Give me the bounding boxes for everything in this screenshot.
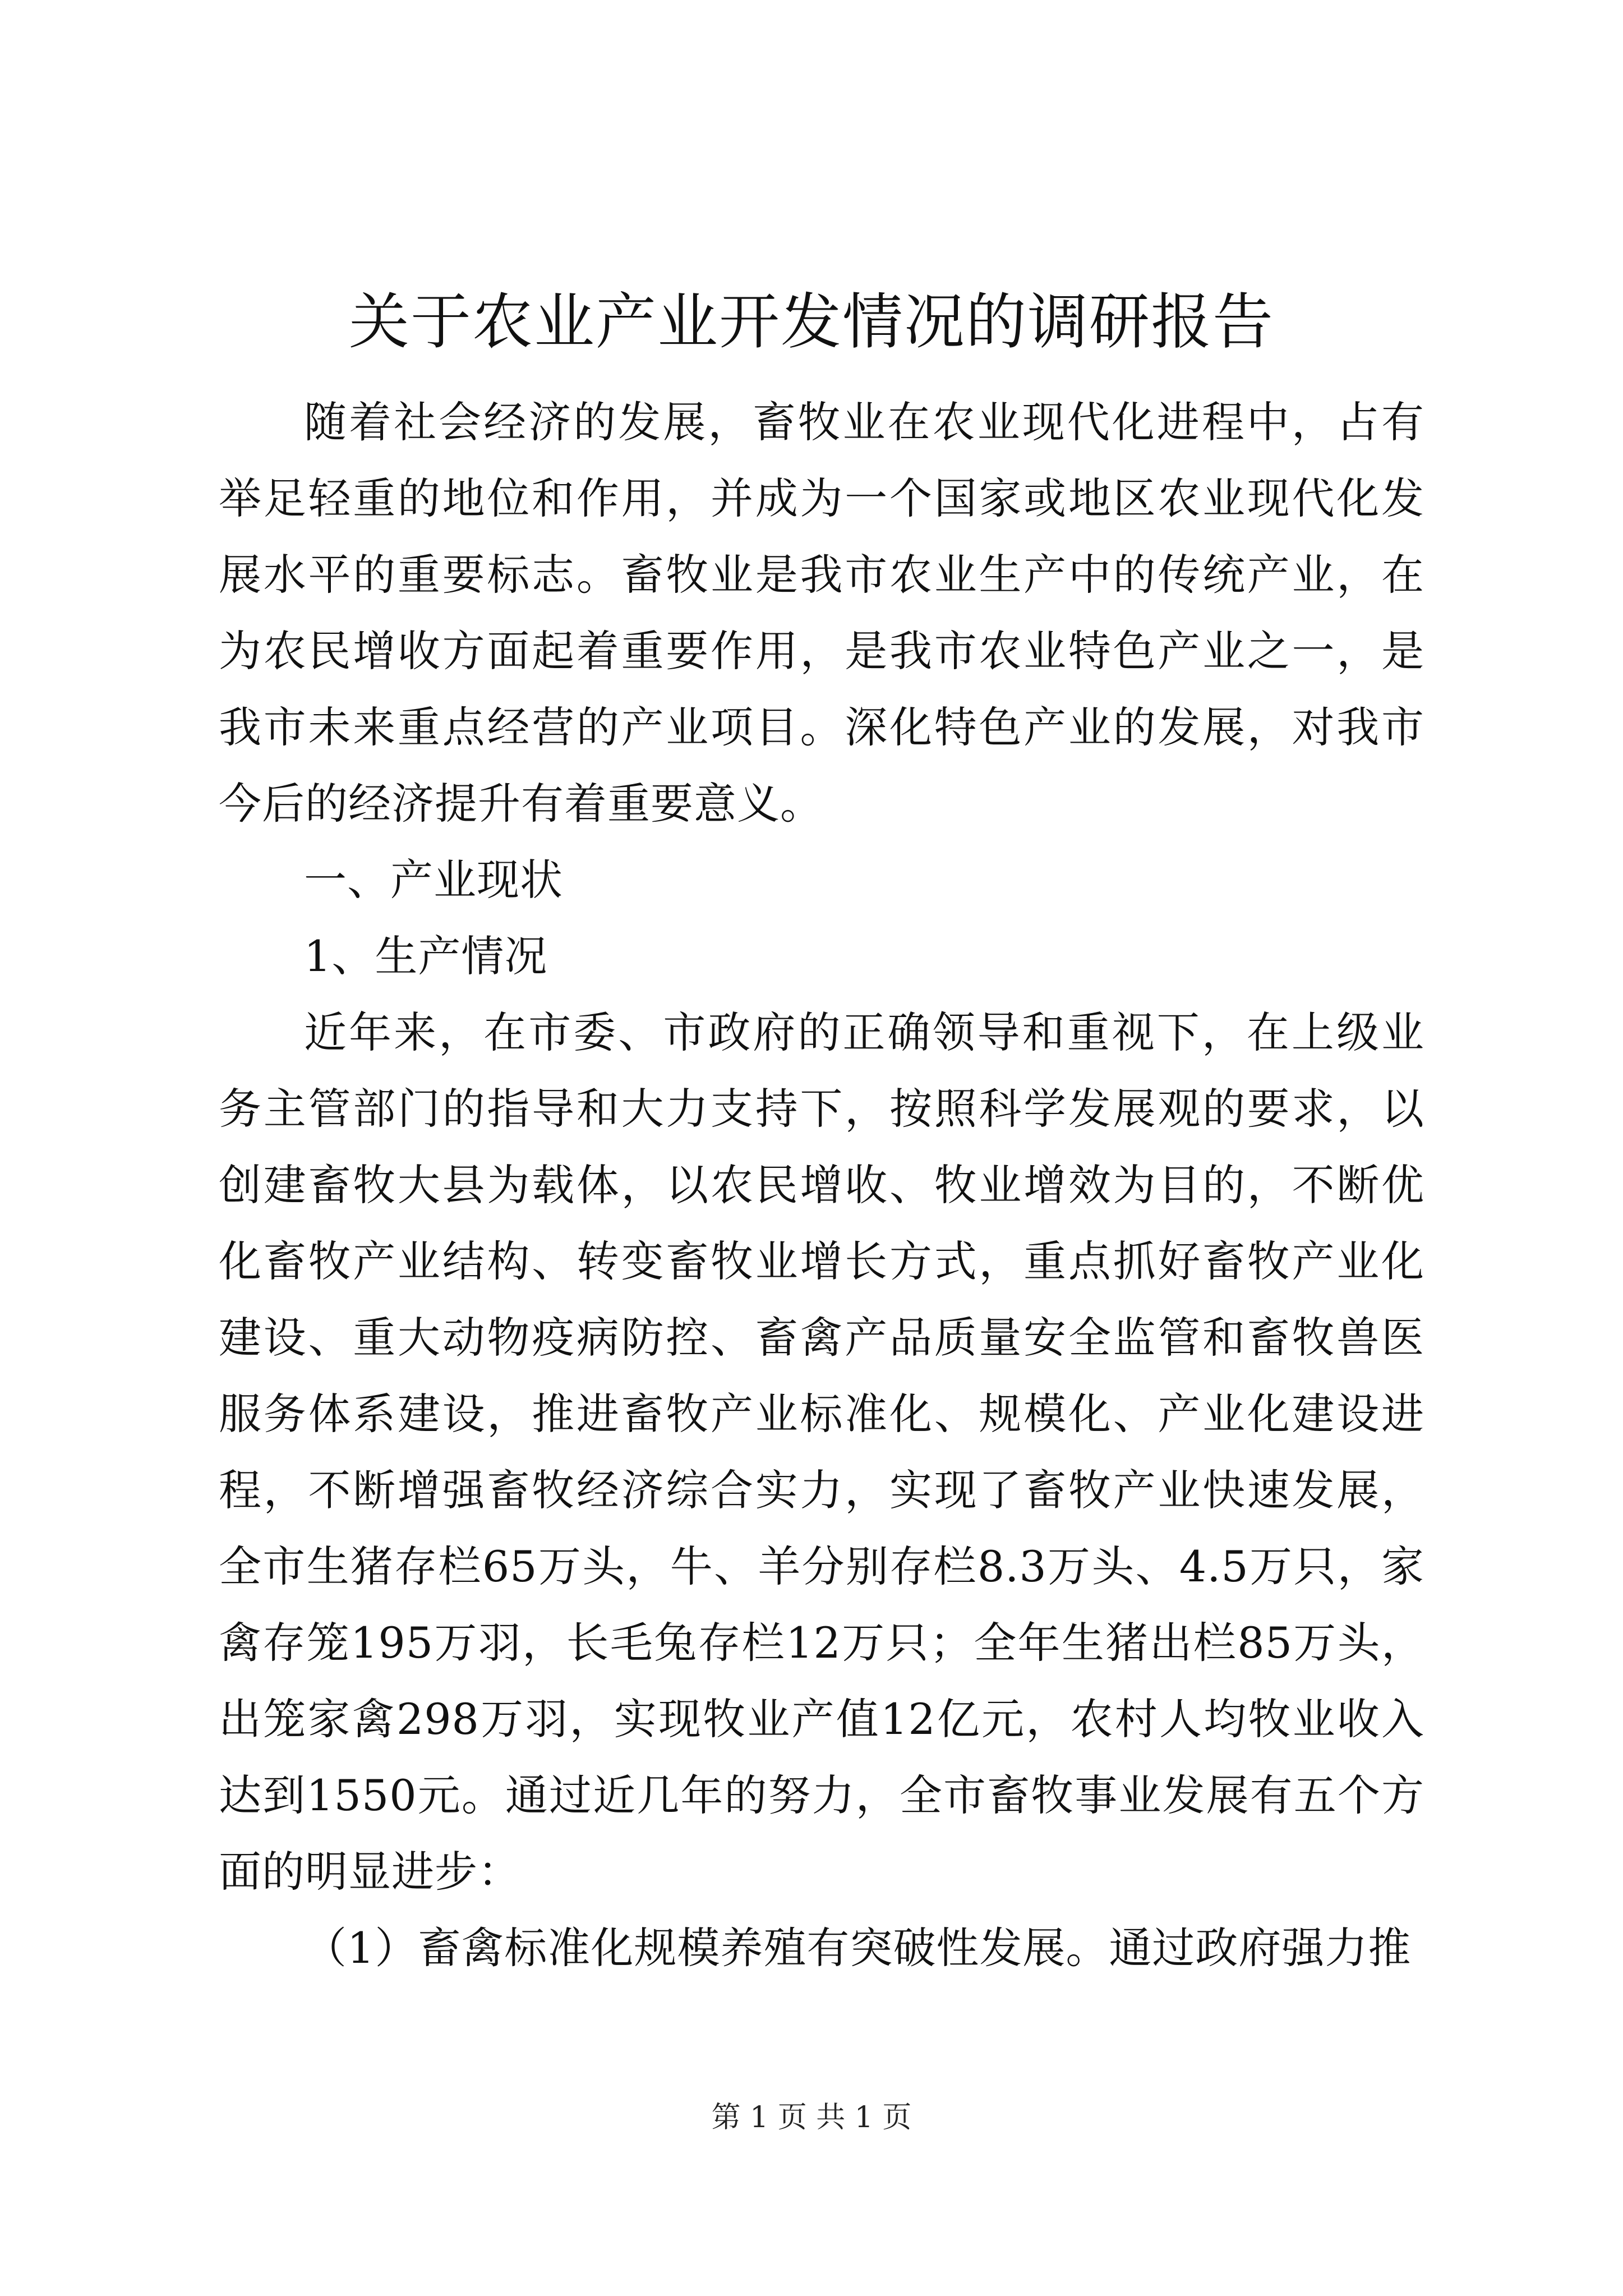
- section-heading-industry-status: 一、产业现状: [304, 855, 563, 905]
- progress-item-paragraph: （1）畜禽标准化规模养殖有突破性发展。通过政府强力推: [304, 1923, 1412, 1973]
- subsection-heading-production: 1、生产情况: [304, 931, 548, 981]
- page-footer: 第 1 页 共 1 页: [711, 2101, 912, 2134]
- document-body: [219, 384, 1424, 1986]
- production-paragraph: 近年来，在市委、市政府的正确领导和重视下，在上级业务主管部门的指导和大力支持下，按照科学发展观的要求，以创建畜牧大县为载体，以农民增收、牧业增效为目的，不断优化畜牧产业结构、转变畜牧业增长方式，重点抓好畜牧产业化建设、重大动物疫病防控、畜禽产品质量安全监管和畜牧兽医服务体系建设，推进畜牧产业标准化、规模化、产业化建设进程，不断增强畜牧经济综合实力，实现了畜牧产业快速发展，全市生猪存栏65万头，牛、羊分别存栏8.3万头、4.5万只，家禽存笼195万羽，长毛兔存栏12万只；全年生猪出栏85万头，出笼家禽298万羽，实现牧业产值12亿元，农村人均牧业收入达到1550元。通过近几年的努力，全市畜牧事业发展有五个方面的明显进步：: [219, 1007, 1424, 1897]
- document-title: 关于农业产业开发情况的调研报告: [348, 287, 1274, 357]
- intro-paragraph: 随着社会经济的发展，畜牧业在农业现代化进程中，占有举足轻重的地位和作用，并成为一个国家或地区农业现代化发展水平的重要标志。畜牧业是我市农业生产中的传统产业，在为农民增收方面起着重要作用，是我市农业特色产业之一，是我市未来重点经营的产业项目。深化特色产业的发展，对我市今后的经济提升有着重要意义。: [219, 397, 1424, 829]
